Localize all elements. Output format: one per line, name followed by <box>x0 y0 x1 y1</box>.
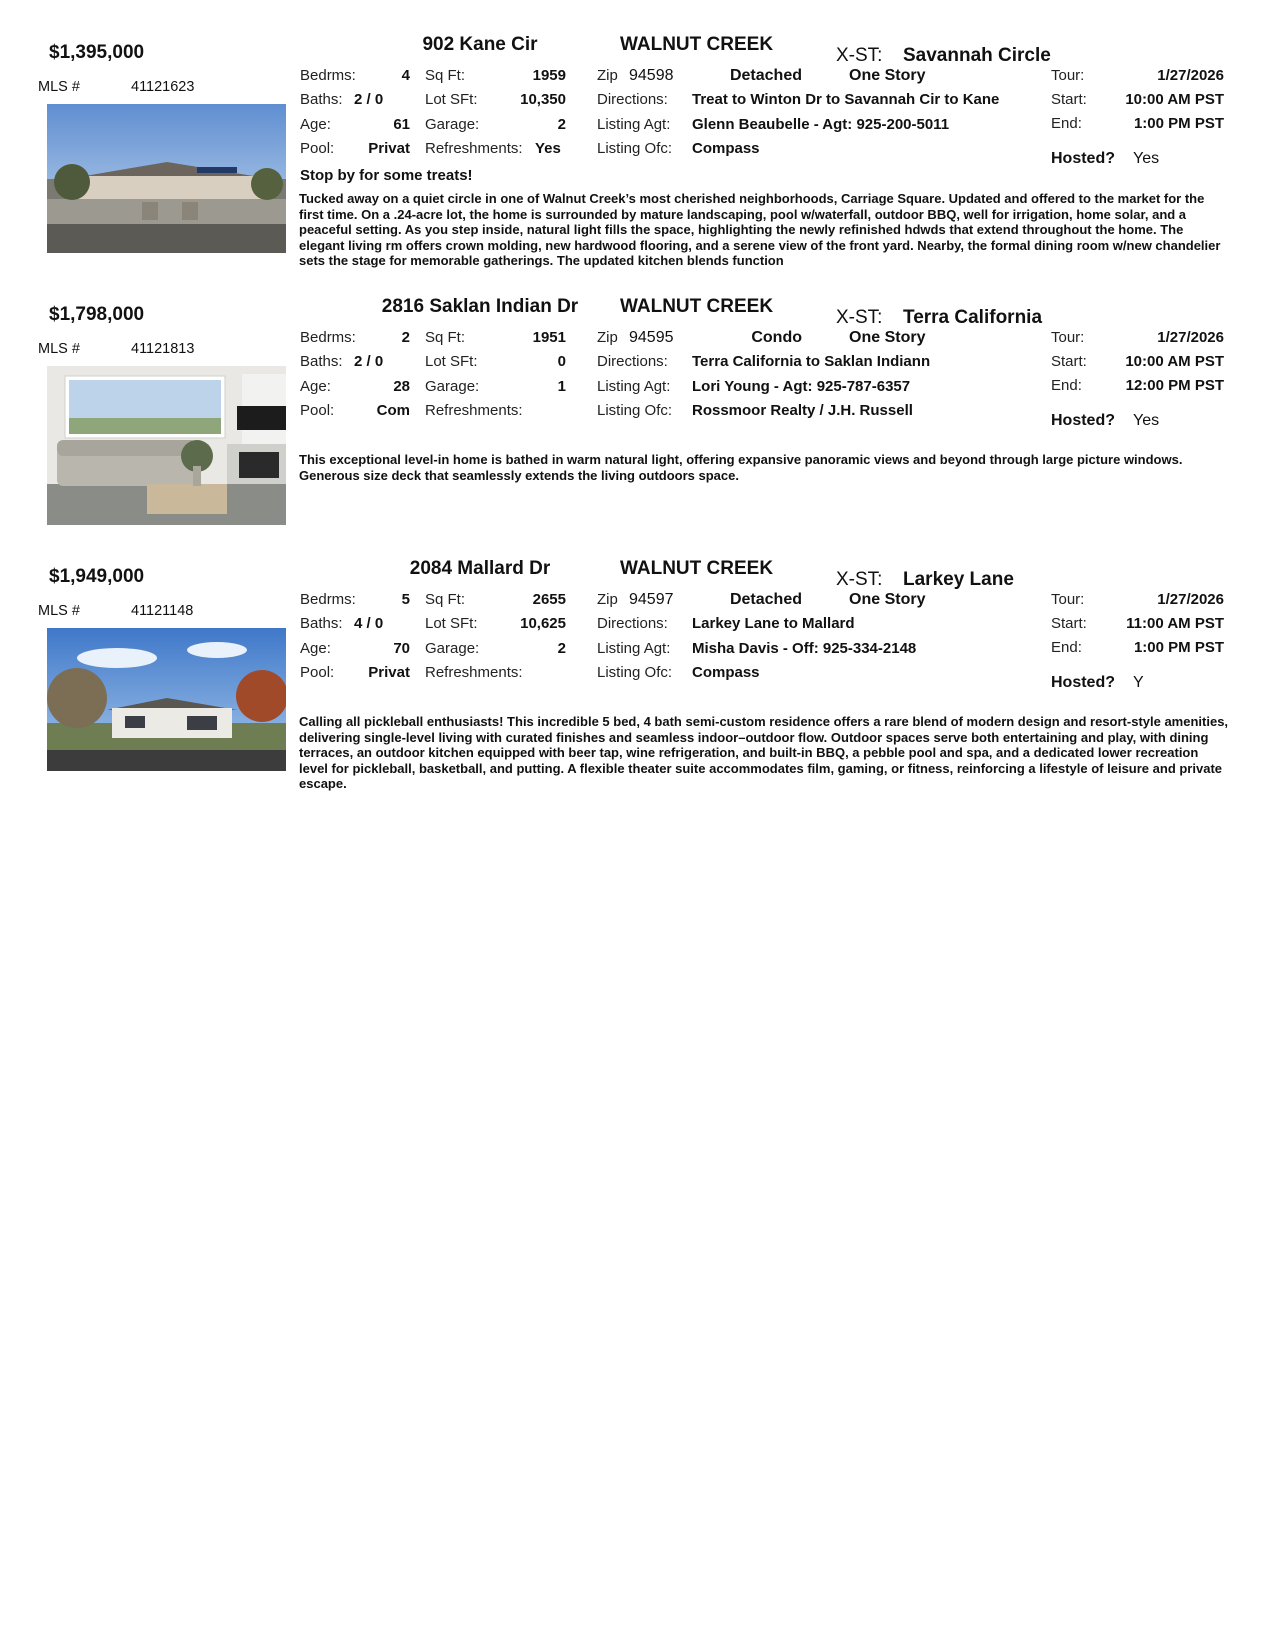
listing-agent-label: Listing Agt: <box>597 116 671 133</box>
listing-card <box>0 274 1275 534</box>
end-time: 1:00 PM PST <box>1133 639 1224 656</box>
lot-sqft-label: Lot SFt: <box>425 353 478 370</box>
hosted-value: Yes <box>1133 412 1160 429</box>
end-label: End: <box>1051 639 1082 656</box>
pool-label: Pool: <box>300 664 335 681</box>
tour-date: 1/27/2026 <box>1157 329 1224 346</box>
refreshments-label: Refreshments: <box>425 140 523 157</box>
garage-label: Garage: <box>425 378 480 395</box>
lot-sqft-label: Lot SFt: <box>425 91 478 108</box>
baths-value: 4 / 0 <box>354 615 384 632</box>
sqft-label: Sq Ft: <box>425 591 466 608</box>
garage-value: 2 <box>557 640 566 657</box>
hosted-value: Y <box>1133 674 1144 691</box>
start-label: Start: <box>1051 353 1087 370</box>
cross-street-label: X-ST: <box>836 45 883 66</box>
sqft-label: Sq Ft: <box>425 67 466 84</box>
listing-agent-label: Listing Agt: <box>597 640 671 657</box>
property-type: Detached <box>729 67 802 84</box>
start-label: Start: <box>1051 91 1087 108</box>
bedrooms-label: Bedrms: <box>300 67 356 84</box>
pool-label: Pool: <box>300 402 335 419</box>
listing-agent-value: Lori Young - Agt: 925-787-6357 <box>692 378 911 395</box>
zip-value: 94597 <box>629 591 674 608</box>
cross-street-value: Savannah Circle <box>903 45 1051 66</box>
stories: One Story <box>849 329 926 346</box>
bedrooms-value: 5 <box>401 591 410 608</box>
mls-label: MLS # <box>38 341 80 357</box>
listing-address: 2816 Saklan Indian Dr <box>381 296 579 317</box>
mls-number: 41121813 <box>131 341 195 357</box>
start-time: 10:00 AM PST <box>1125 91 1224 108</box>
bedrooms-label: Bedrms: <box>300 591 356 608</box>
age-value: 61 <box>393 116 410 133</box>
listing-photo <box>47 104 286 253</box>
listing-description: Calling all pickleball enthusiasts! This incredible 5 bed, 4 bath semi-custom residence offers a rare blend of modern design and resort-style amenities, delivering single-level living with curated finishes and seamless indoor–outdoor flow. Outdoor spaces serve both entertaining and play, with dining terraces, an outdoor kitchen equipped with beer tap, wine refrigeration, and built-in BBQ, a pebble pool and spa, and a dedicated lower recreation level for pickleball, basketball, and putting. A flexible theater suite accommodates film, gaming, or fitness, reinforcing a lifestyle of leisure and private escape. <box>299 714 1229 792</box>
tour-label: Tour: <box>1051 591 1085 608</box>
lot-sqft-value: 0 <box>557 353 566 370</box>
directions-value: Treat to Winton Dr to Savannah Cir to Kane <box>692 91 1000 108</box>
start-time: 10:00 AM PST <box>1125 353 1224 370</box>
listing-agent-value: Glenn Beaubelle - Agt: 925-200-5011 <box>692 116 950 133</box>
sqft-value: 2655 <box>532 591 566 608</box>
pool-value: Com <box>376 402 410 419</box>
listing-city: WALNUT CREEK <box>620 34 774 55</box>
age-value: 28 <box>393 378 410 395</box>
mls-number: 41121623 <box>131 79 195 95</box>
age-value: 70 <box>393 640 410 657</box>
mls-label: MLS # <box>38 79 80 95</box>
listing-photo <box>47 628 286 771</box>
pool-value: Privat <box>368 664 410 681</box>
bedrooms-value: 2 <box>401 329 410 346</box>
listing-agent-label: Listing Agt: <box>597 378 671 395</box>
listing-address: 2084 Mallard Dr <box>409 558 551 579</box>
listing-agent-value: Misha Davis - Off: 925-334-2148 <box>692 640 917 657</box>
mls-number: 41121148 <box>131 603 194 619</box>
listing-card <box>0 536 1275 806</box>
stories: One Story <box>849 67 926 84</box>
listing-office-label: Listing Ofc: <box>597 140 673 157</box>
listing-description: Tucked away on a quiet circle in one of Walnut Creek’s most cherished neighborhoods, Carriage Square. Updated and offered to the market for the first time. On a .24-acre lot, the home is surrounded by mature landscaping, pool w/waterfall, outdoor BBQ, well for irrigation, home solar, and a peaceful setting. As you step inside, natural light fills the space, highlighting the newly refinished hdwds that extend throughout the home. The elegant living rm offers crown molding, new hardwood flooring, and a serene view of the front yard. Nearby, the formal dining room w/new chandelier sets the stage for memorable gatherings. The updated kitchen blends function <box>299 191 1221 269</box>
end-time: 1:00 PM PST <box>1133 115 1224 132</box>
tour-label: Tour: <box>1051 329 1085 346</box>
zip-label: Zip <box>597 591 618 608</box>
cross-street-label: X-ST: <box>836 569 883 590</box>
listing-office-value: Compass <box>692 140 760 157</box>
property-type: Detached <box>729 591 802 608</box>
start-time: 11:00 AM PST <box>1126 615 1224 632</box>
end-label: End: <box>1051 377 1082 394</box>
pool-label: Pool: <box>300 140 335 157</box>
baths-value: 2 / 0 <box>354 353 384 370</box>
lot-sqft-value: 10,625 <box>520 615 566 632</box>
tour-date: 1/27/2026 <box>1157 67 1224 84</box>
directions-label: Directions: <box>597 353 668 370</box>
end-label: End: <box>1051 115 1082 132</box>
refreshments-label: Refreshments: <box>425 664 523 681</box>
listing-office-value: Rossmoor Realty / J.H. Russell <box>692 402 913 419</box>
listing-price: $1,949,000 <box>49 566 145 587</box>
directions-value: Terra California to Saklan Indiann <box>692 353 931 370</box>
baths-value: 2 / 0 <box>354 91 384 108</box>
zip-label: Zip <box>597 67 618 84</box>
listing-city: WALNUT CREEK <box>620 558 774 579</box>
age-label: Age: <box>300 116 331 133</box>
listing-card <box>0 12 1275 272</box>
cross-street-label: X-ST: <box>836 307 883 328</box>
listing-city: WALNUT CREEK <box>620 296 774 317</box>
listing-price: $1,395,000 <box>49 42 145 63</box>
listing-note: Stop by for some treats! <box>300 167 473 184</box>
zip-label: Zip <box>597 329 618 346</box>
property-type: Condo <box>751 329 802 346</box>
directions-value: Larkey Lane to Mallard <box>692 615 855 632</box>
listing-office-label: Listing Ofc: <box>597 664 673 681</box>
listing-address: 902 Kane Cir <box>422 34 538 55</box>
hosted-label: Hosted? <box>1051 674 1115 691</box>
cross-street-value: Larkey Lane <box>903 569 1014 590</box>
tour-date: 1/27/2026 <box>1157 591 1224 608</box>
hosted-value: Yes <box>1133 150 1160 167</box>
directions-label: Directions: <box>597 615 668 632</box>
baths-label: Baths: <box>300 615 343 632</box>
pool-value: Privat <box>368 140 410 157</box>
zip-value: 94595 <box>629 329 674 346</box>
listing-office-label: Listing Ofc: <box>597 402 673 419</box>
zip-value: 94598 <box>629 67 674 84</box>
listing-office-value: Compass <box>692 664 760 681</box>
baths-label: Baths: <box>300 91 343 108</box>
cross-street-value: Terra California <box>903 307 1043 328</box>
age-label: Age: <box>300 378 331 395</box>
bedrooms-value: 4 <box>401 67 410 84</box>
hosted-label: Hosted? <box>1051 412 1115 429</box>
listing-description: This exceptional level-in home is bathed in warm natural light, offering expansive panoramic views and beyond through large picture windows. Generous size deck that seamlessly extends the living outdoors space. <box>299 452 1183 483</box>
listing-price: $1,798,000 <box>49 304 145 325</box>
stories: One Story <box>849 591 926 608</box>
bedrooms-label: Bedrms: <box>300 329 356 346</box>
lot-sqft-label: Lot SFt: <box>425 615 478 632</box>
garage-label: Garage: <box>425 116 480 133</box>
sqft-value: 1959 <box>532 67 566 84</box>
garage-label: Garage: <box>425 640 480 657</box>
tour-label: Tour: <box>1051 67 1085 84</box>
listing-photo <box>47 366 286 525</box>
age-label: Age: <box>300 640 331 657</box>
mls-label: MLS # <box>38 603 80 619</box>
sqft-value: 1951 <box>532 329 566 346</box>
refreshments-label: Refreshments: <box>425 402 523 419</box>
directions-label: Directions: <box>597 91 668 108</box>
refreshments-value: Yes <box>535 140 561 157</box>
baths-label: Baths: <box>300 353 343 370</box>
garage-value: 1 <box>557 378 566 395</box>
end-time: 12:00 PM PST <box>1125 377 1224 394</box>
sqft-label: Sq Ft: <box>425 329 466 346</box>
hosted-label: Hosted? <box>1051 150 1115 167</box>
lot-sqft-value: 10,350 <box>520 91 566 108</box>
garage-value: 2 <box>557 116 566 133</box>
start-label: Start: <box>1051 615 1087 632</box>
